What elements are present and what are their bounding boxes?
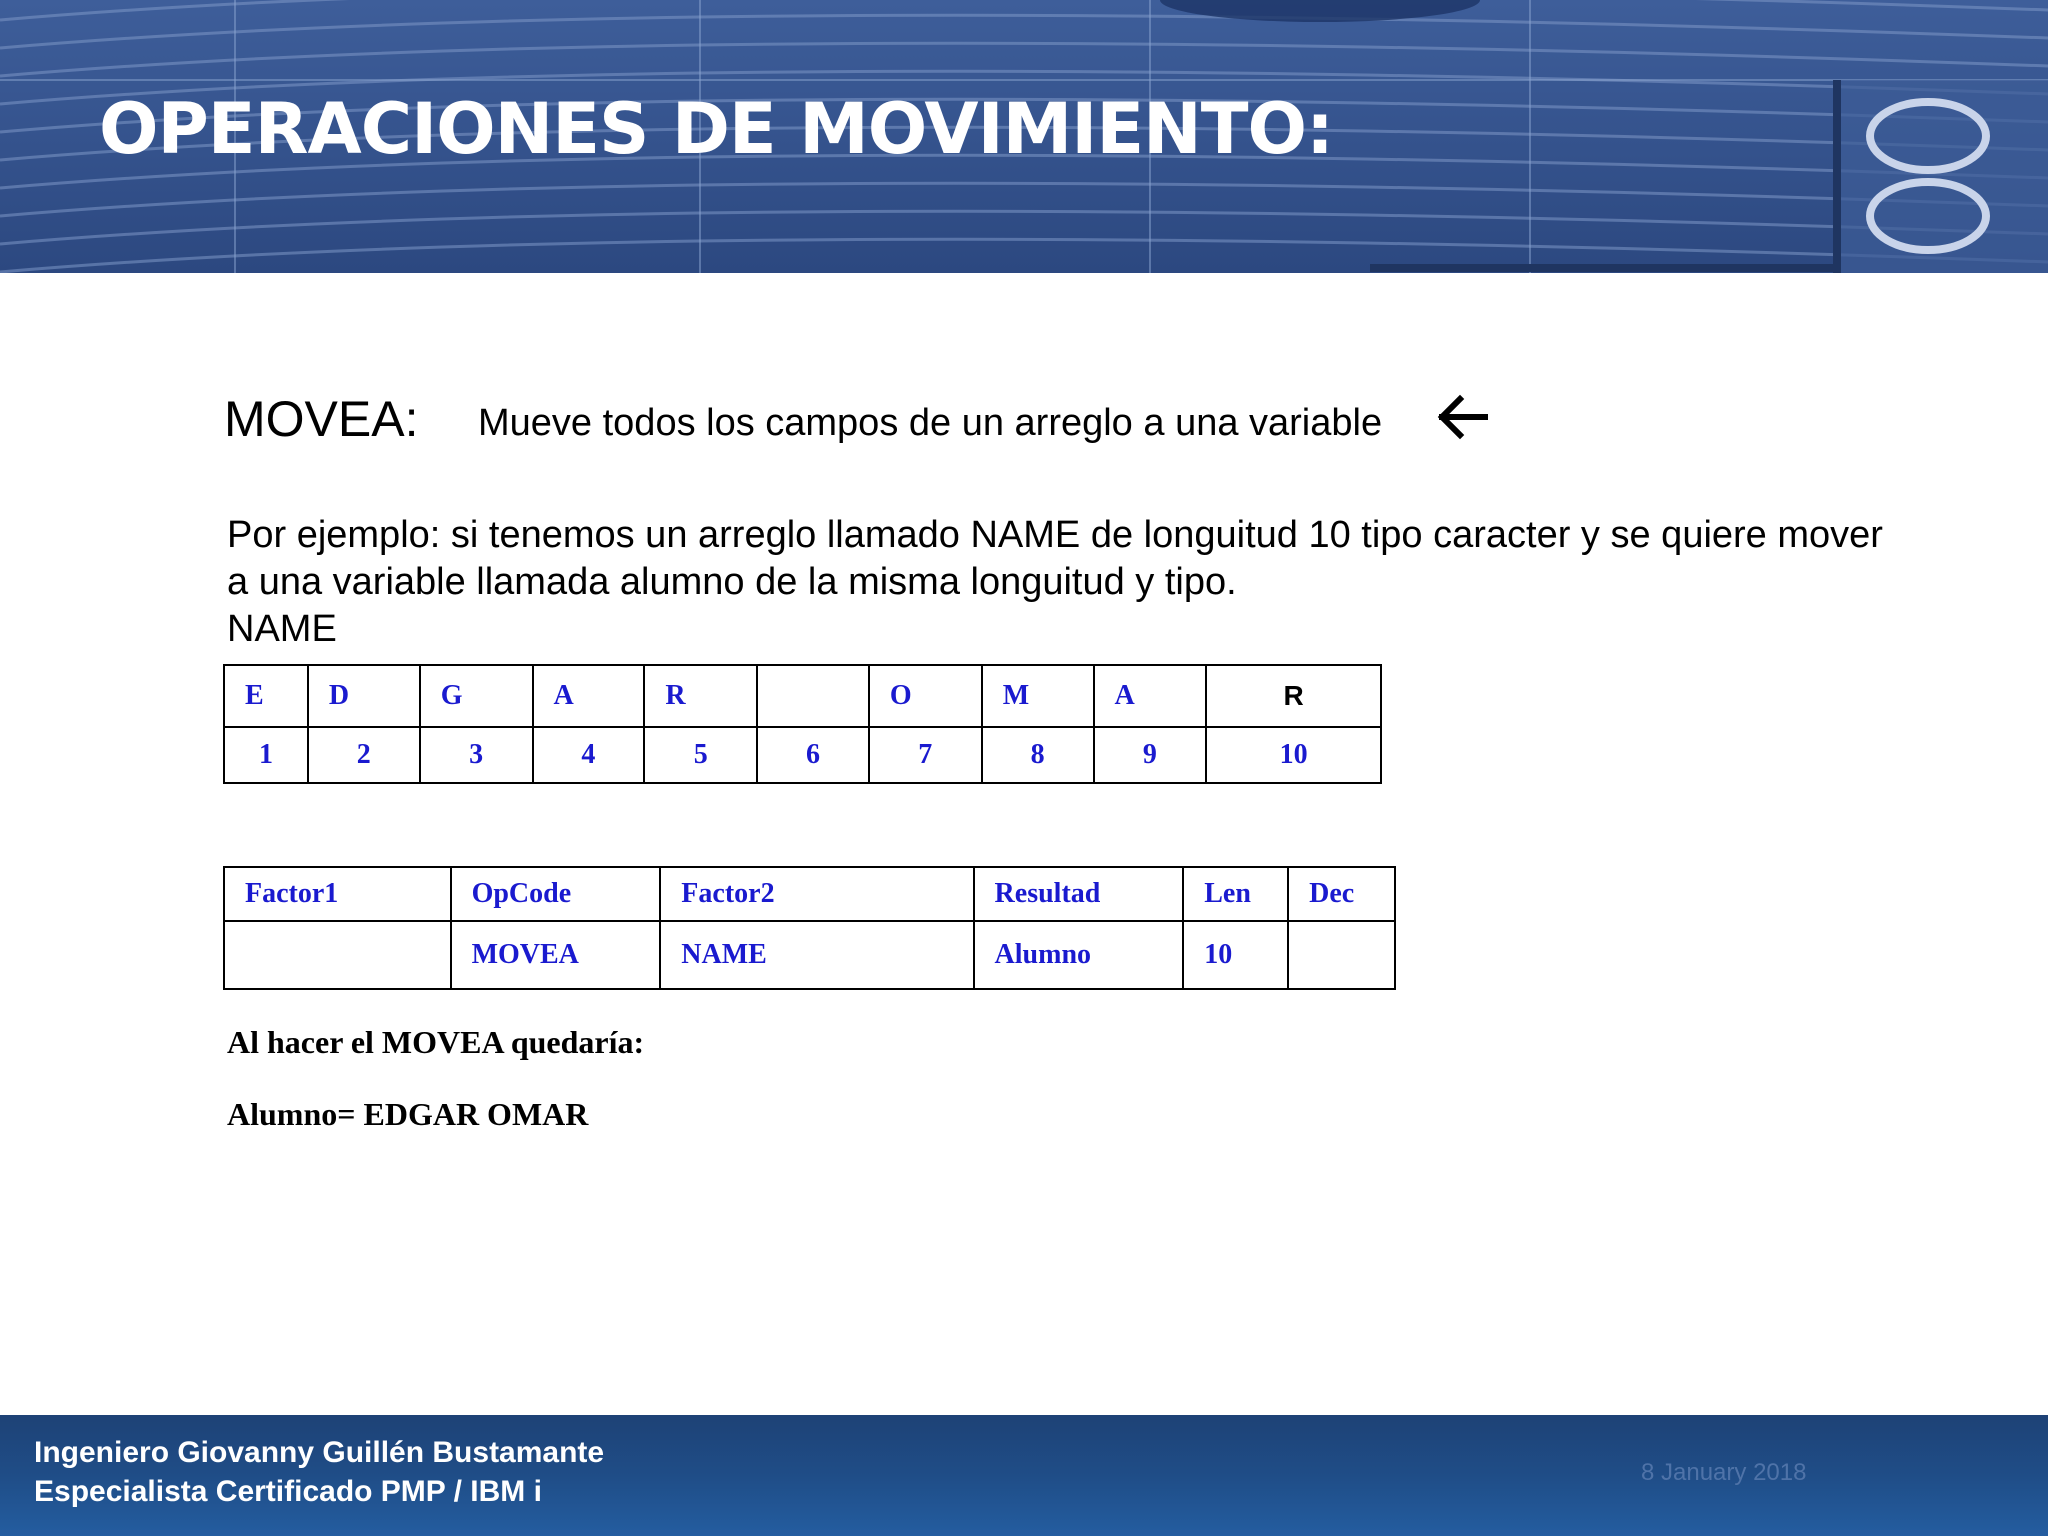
operation-table bbox=[223, 866, 1396, 990]
value-opcode: MOVEA bbox=[451, 921, 661, 989]
value-factor1 bbox=[224, 921, 451, 989]
header-banner bbox=[0, 0, 2048, 273]
position-cell: 2 bbox=[308, 727, 420, 783]
array-cell: R bbox=[1206, 665, 1381, 727]
footer-author-block bbox=[34, 1433, 604, 1511]
array-cell: E bbox=[224, 665, 308, 727]
example-text bbox=[227, 512, 1997, 653]
value-len: 10 bbox=[1183, 921, 1288, 989]
header-resultad: Resultad bbox=[974, 867, 1184, 921]
value-resultad: Alumno bbox=[974, 921, 1184, 989]
array-cell: O bbox=[869, 665, 982, 727]
position-cell: 4 bbox=[533, 727, 645, 783]
footer-date: 8 January 2018 bbox=[1641, 1459, 1807, 1486]
position-cell: 6 bbox=[757, 727, 869, 783]
result-value: Alumno= EDGAR OMAR bbox=[227, 1096, 589, 1132]
value-factor2: NAME bbox=[660, 921, 973, 989]
array-cell: A bbox=[1094, 665, 1207, 727]
position-cell: 9 bbox=[1094, 727, 1207, 783]
footer-author: Ingeniero Giovanny Guillén Bustamante bbox=[34, 1436, 605, 1469]
result-intro: Al hacer el MOVEA quedaría: bbox=[227, 1024, 645, 1060]
slide-title: OPERACIONES DE MOVIMIENTO: bbox=[99, 88, 1333, 170]
operation-header-row bbox=[224, 867, 1395, 921]
array-letters-row bbox=[224, 665, 1381, 727]
array-cell: A bbox=[533, 665, 645, 727]
footer-bar bbox=[0, 1415, 2048, 1536]
value-dec bbox=[1288, 921, 1395, 989]
movea-label: MOVEA: bbox=[224, 391, 419, 447]
header-factor2: Factor2 bbox=[660, 867, 973, 921]
header-len: Len bbox=[1183, 867, 1288, 921]
footer-role: Especialista Certificado PMP / IBM i bbox=[34, 1475, 542, 1508]
position-cell: 7 bbox=[869, 727, 982, 783]
position-cell: 1 bbox=[224, 727, 308, 783]
name-array-table bbox=[223, 664, 1382, 784]
position-cell: 10 bbox=[1206, 727, 1381, 783]
arrow-left-icon bbox=[1436, 394, 1488, 440]
array-cell: M bbox=[982, 665, 1094, 727]
array-positions-row bbox=[224, 727, 1381, 783]
array-cell: G bbox=[420, 665, 533, 727]
header-opcode: OpCode bbox=[451, 867, 661, 921]
position-cell: 3 bbox=[420, 727, 533, 783]
example-line-1: Por ejemplo: si tenemos un arreglo llamado NAME de longuitud 10 tipo caracter y se quiere mover bbox=[227, 514, 1883, 556]
header-factor1: Factor1 bbox=[224, 867, 451, 921]
position-cell: 8 bbox=[982, 727, 1094, 783]
header-dec: Dec bbox=[1288, 867, 1395, 921]
array-cell: D bbox=[308, 665, 420, 727]
array-cell bbox=[757, 665, 869, 727]
movea-description: Mueve todos los campos de un arreglo a una variable bbox=[478, 402, 1383, 444]
position-cell: 5 bbox=[644, 727, 757, 783]
example-line-2: a una variable llamada alumno de la misma longuitud y tipo. bbox=[227, 561, 1237, 603]
array-cell: R bbox=[644, 665, 757, 727]
array-label: NAME bbox=[227, 608, 337, 650]
operation-values-row bbox=[224, 921, 1395, 989]
